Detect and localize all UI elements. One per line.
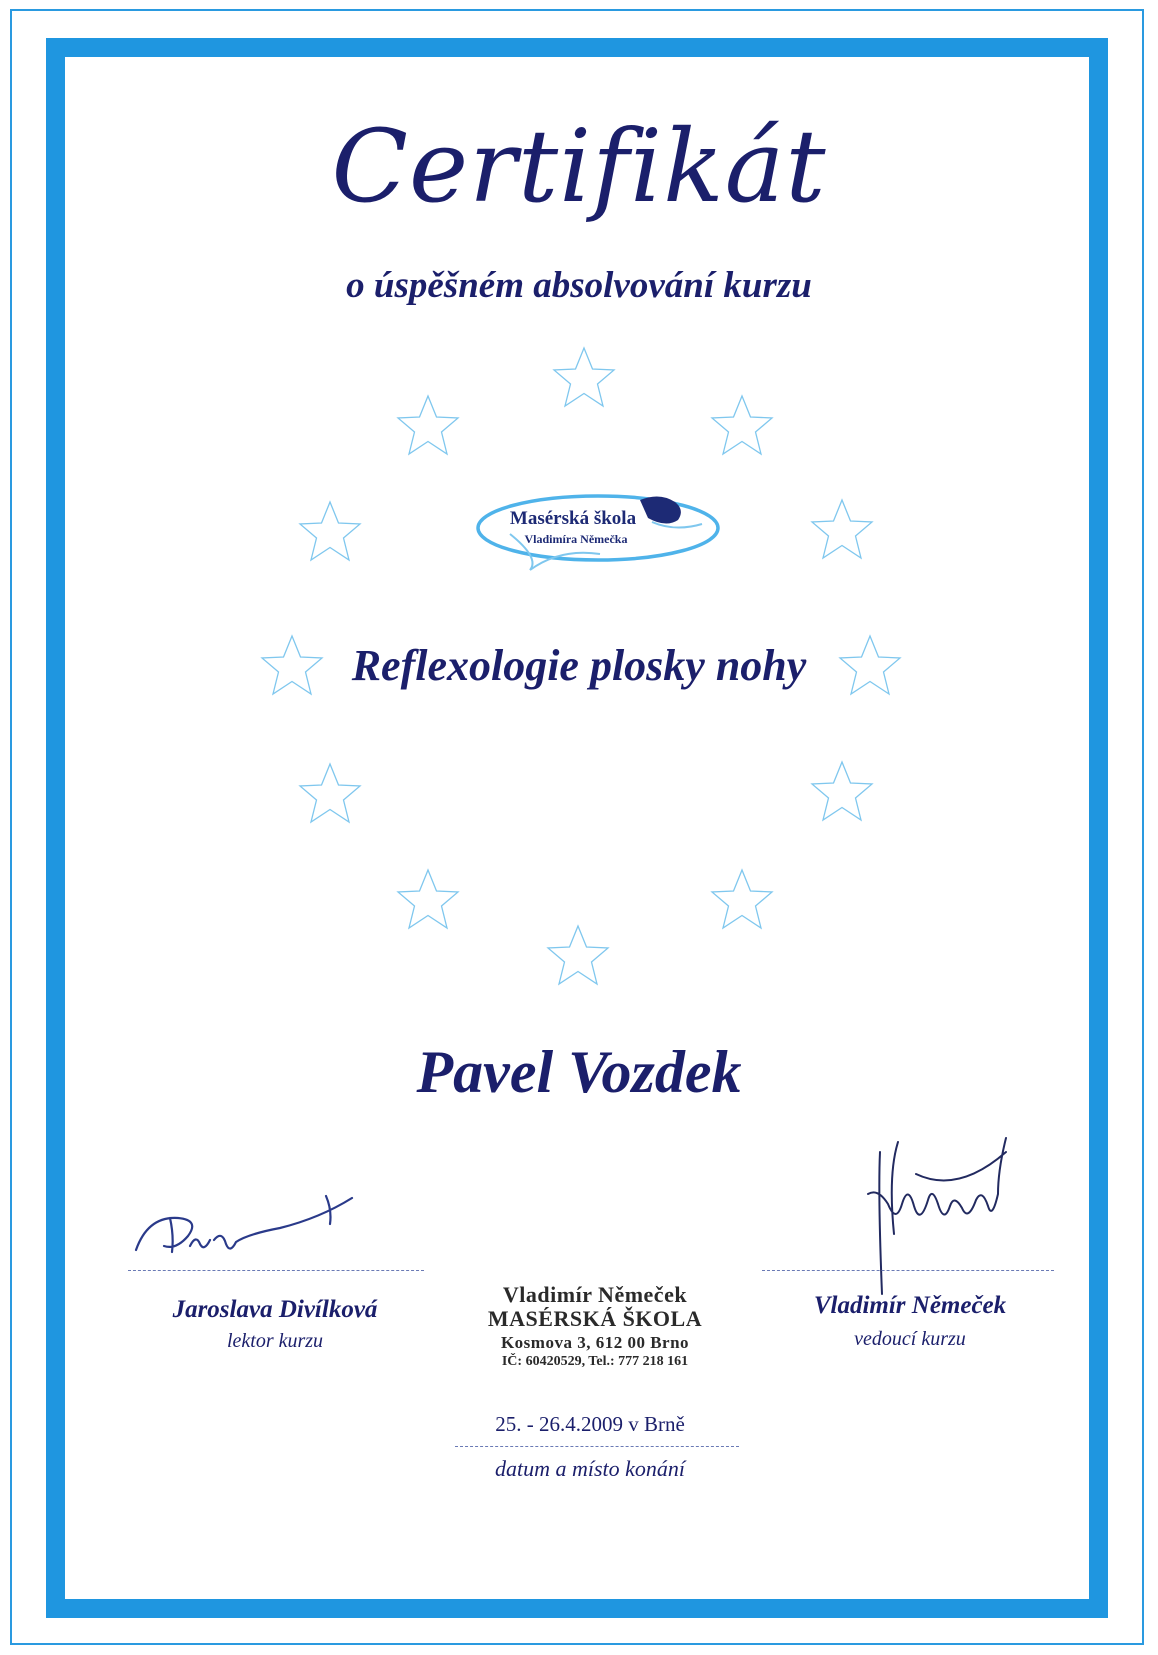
right-signatory-role: vedoucí kurzu	[854, 1328, 966, 1350]
event-date-place-label: datum a místo konání	[494, 1456, 686, 1481]
star-icon	[398, 396, 458, 454]
recipient-name: Pavel Vozdek	[416, 1039, 742, 1105]
star-icon	[300, 764, 360, 822]
stamp-address: Kosmova 3, 612 00 Brno	[500, 1333, 690, 1352]
school-logo	[470, 488, 722, 584]
star-icon	[554, 348, 614, 406]
star-icon	[812, 762, 872, 820]
left-handwritten-signature	[130, 1188, 370, 1268]
left-signature-line	[128, 1270, 424, 1271]
stamp-ids: IČ: 60420529, Tel.: 777 218 161	[501, 1354, 689, 1369]
course-name: Reflexologie plosky nohy	[351, 641, 807, 690]
right-signature-line	[762, 1270, 1054, 1271]
logo-school-subname: Vladimíra Němečka	[524, 532, 628, 546]
star-icon	[548, 926, 608, 984]
stamp-owner: Vladimír Němeček	[502, 1282, 688, 1307]
certificate-title: Certifikát	[331, 108, 827, 225]
star-icon	[712, 870, 772, 928]
left-signatory-name: Jaroslava Divílková	[172, 1296, 378, 1323]
certificate-subtitle: o úspěšném absolvování kurzu	[346, 265, 812, 306]
star-icon	[712, 396, 772, 454]
date-line	[455, 1446, 739, 1447]
stamp-school: MASÉRSKÁ ŠKOLA	[487, 1306, 703, 1331]
star-icon	[300, 502, 360, 560]
left-signatory-role: lektor kurzu	[226, 1330, 324, 1352]
star-icon	[398, 870, 458, 928]
right-signatory-name: Vladimír Němeček	[813, 1292, 1007, 1319]
event-date-place: 25. - 26.4.2009 v Brně	[495, 1412, 685, 1436]
school-stamp	[470, 1282, 720, 1370]
logo-school-name: Masérská škola	[509, 508, 637, 529]
star-icon	[812, 500, 872, 558]
